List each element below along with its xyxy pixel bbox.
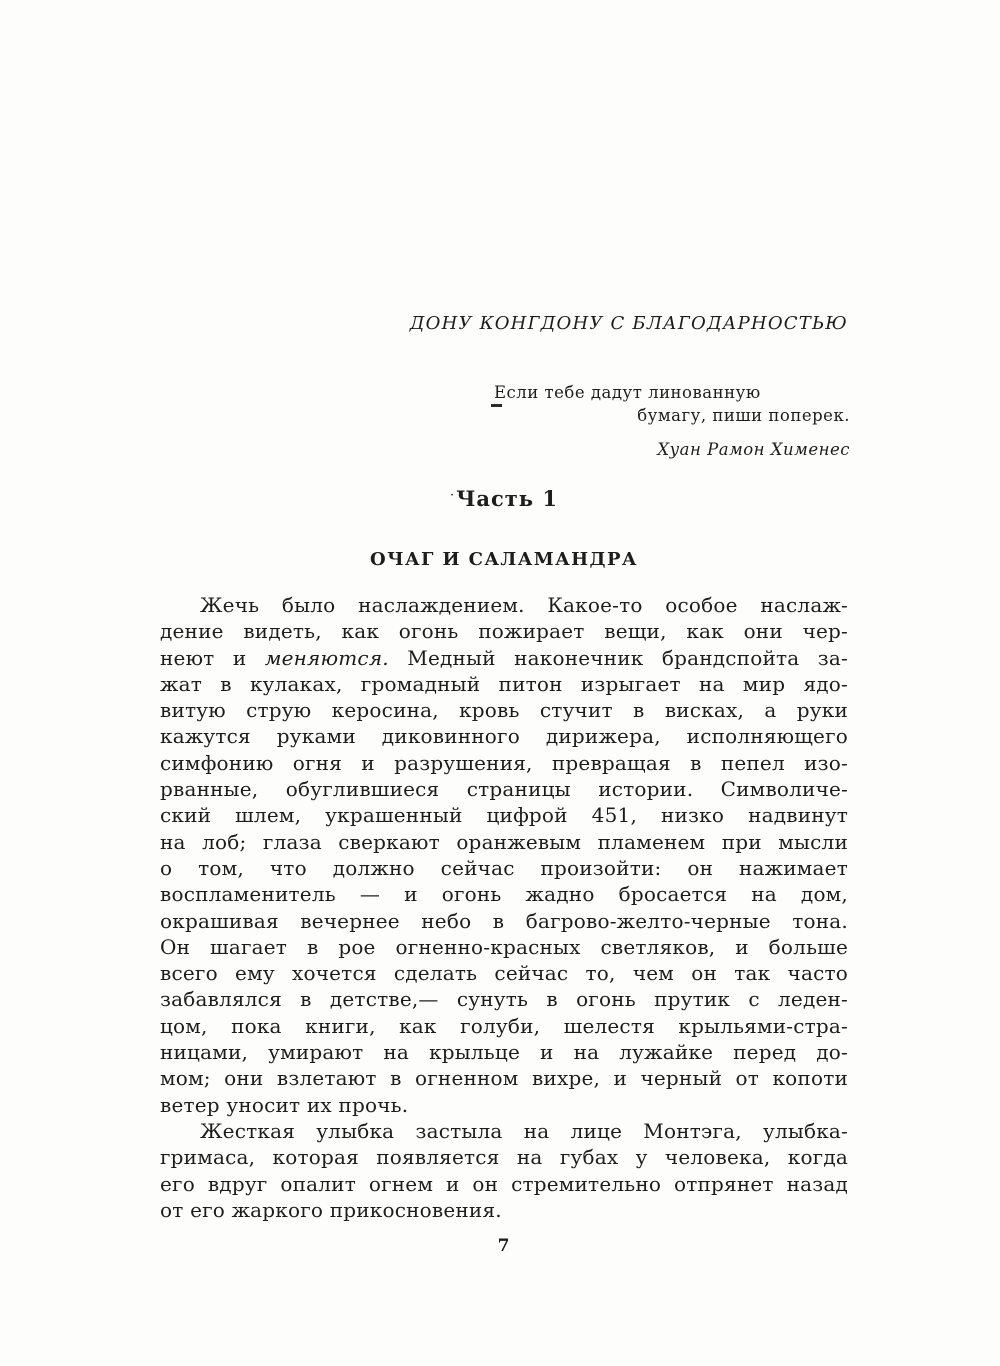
text-line: дение видеть, как огонь пожирает вещи, как они чер- — [160, 619, 848, 644]
text-line: Жечь было наслаждением. Какое-то особое наслаж- — [200, 593, 848, 617]
scan-artifact-dot: · — [450, 488, 456, 503]
text-line: симфонию огня и разрушения, превращая в пепел изо- — [160, 750, 848, 775]
italic-word: меняются. — [264, 645, 389, 670]
part-heading — [160, 486, 848, 511]
dedication: ДОНУ КОНГДОНУ С БЛАГОДАРНОСТЬЮ — [409, 313, 848, 334]
paragraph — [160, 592, 848, 1118]
chapter-title: ОЧАГ И САЛАМАНДРА — [370, 549, 638, 570]
text-line: неют и меняются. Медный наконечник брандспойта за- — [160, 645, 848, 670]
epigraph-line-2: бумагу, пиши поперек. — [637, 406, 850, 425]
text-line: от его жаркого прикосновения. — [160, 1197, 502, 1222]
text-line: всего ему хочется сделать сейчас то, чем он так часто — [160, 961, 848, 986]
part-heading-label: Часть 1 — [456, 486, 558, 511]
text-line: жат в кулаках, громадный питон изрыгает на мир ядо- — [160, 671, 848, 696]
text-line: его вдруг опалит огнем и он стремительно отпрянет назад — [160, 1171, 848, 1196]
text-line: Он шагает в рое огненно-красных светляков, и больше — [160, 934, 848, 959]
text-line: воспламенитель — и огонь жадно бросается на дом, — [160, 882, 848, 907]
text-line: забавлялся в детстве,— сунуть в огонь прутик с леден- — [160, 987, 848, 1012]
epigraph-attribution: Хуан Рамон Хименес — [657, 440, 850, 459]
epigraph-line-1: Если тебе дадут линованную — [494, 383, 761, 402]
text-line: на лоб; глаза сверкают оранжевым пламенем при мысли — [160, 829, 848, 854]
text-line: кажутся руками диковинного дирижера, исполняющего — [160, 724, 848, 749]
text-line: гримаса, которая появляется на губах у человека, когда — [160, 1145, 848, 1170]
body-text — [160, 592, 848, 1223]
text-line: ский шлем, украшенный цифрой 451, низко надвинут — [160, 803, 848, 828]
text-line: цом, пока книги, как голуби, шелестя крыльями-стра- — [160, 1013, 848, 1038]
text-line: мом; они взлетают в огненном вихре, и черный от копоти — [160, 1066, 848, 1091]
scan-artifact-dash — [491, 404, 502, 407]
text-line: рванные, обуглившиеся страницы истории. Символиче- — [160, 777, 848, 802]
paragraph — [160, 1118, 848, 1223]
text-line: окрашивая вечернее небо в багрово-желто-черные тона. — [160, 908, 848, 933]
text-line: ветер уносит их прочь. — [160, 1092, 409, 1117]
text-line: витую струю керосина, кровь стучит в висках, а руки — [160, 698, 848, 723]
page-number: 7 — [497, 1236, 511, 1256]
text-line: ницами, умирают на крыльце и на лужайке перед до- — [160, 1040, 848, 1065]
epigraph — [494, 381, 850, 461]
text-line: о том, что должно сейчас произойти: он нажимает — [160, 855, 848, 880]
text-line: Жесткая улыбка застыла на лице Монтэга, улыбка- — [200, 1118, 848, 1143]
